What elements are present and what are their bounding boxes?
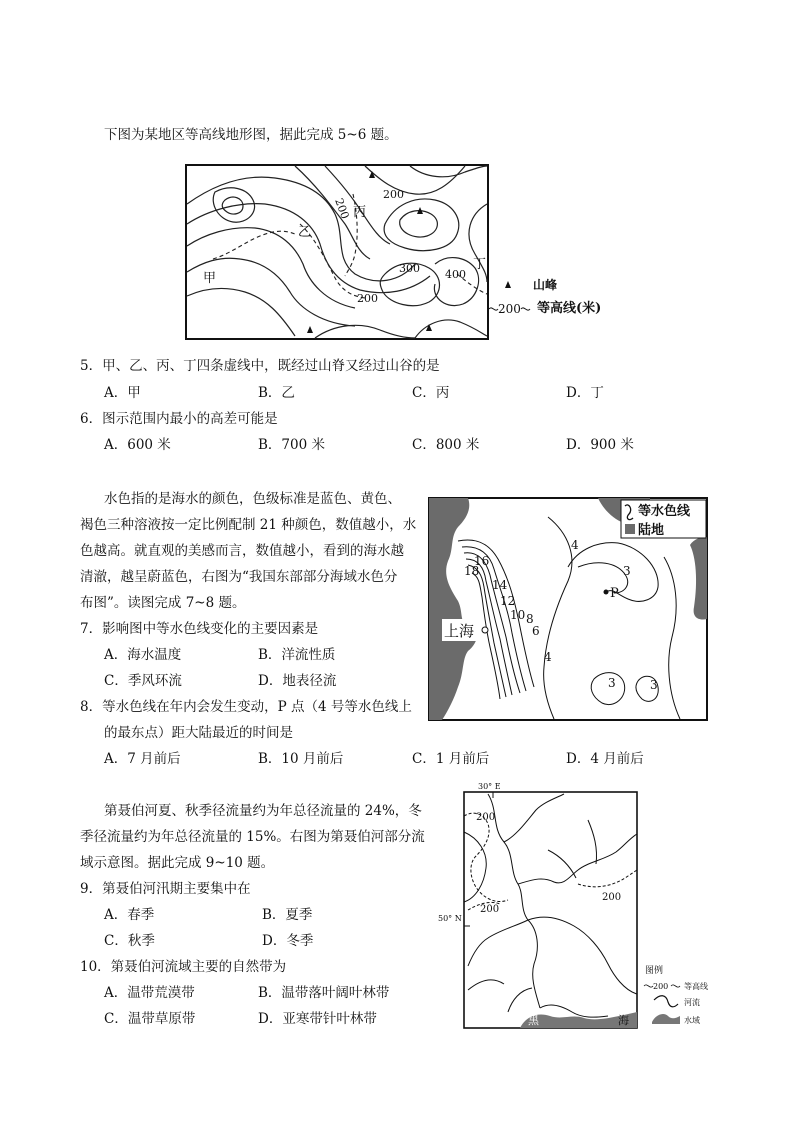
legend-contour: 等高线 — [684, 982, 708, 991]
q7-option-b[interactable]: B．洋流性质 — [258, 647, 336, 663]
isoline-value-4a: 4 — [571, 538, 579, 552]
legend-river: 河流 — [684, 998, 700, 1007]
q7-stem: 7．影响图中等水色线变化的主要因素是 — [80, 621, 319, 637]
q9-option-b[interactable]: B．夏季 — [262, 907, 313, 923]
q9-option-d[interactable]: D．冬季 — [262, 933, 314, 949]
q8-option-d[interactable]: D．4 月前后 — [566, 751, 644, 767]
basin-contour-label-2: 200 — [480, 904, 500, 915]
label-bing: 丙 — [353, 205, 367, 220]
isoline-value-12: 12 — [500, 594, 516, 608]
para2-line-1: 水色指的是海水的颜色，色级标准是蓝色、黄色、 — [104, 491, 401, 507]
para2-line-3: 色越高。就直观的美感而言，数值越小，看到的海水越 — [80, 543, 404, 559]
q7-option-c[interactable]: C．季风环流 — [104, 673, 182, 689]
q8-stem-line-1: 8．等水色线在年内会发生变动，P 点（4 号等水色线上 — [80, 699, 412, 715]
isoline-value-16: 16 — [474, 554, 490, 568]
basin-contour-label-1: 200 — [476, 812, 496, 823]
q9-option-c[interactable]: C．秋季 — [104, 933, 155, 949]
isoline-value-18: 18 — [464, 564, 480, 578]
label-yi: 乙 — [298, 225, 312, 240]
isoline-value-4b: 4 — [544, 650, 552, 664]
contour-map-figure — [185, 164, 558, 342]
q10-option-c[interactable]: C．温带草原带 — [104, 1011, 196, 1027]
q5-option-d[interactable]: D．丁 — [566, 385, 604, 401]
isoline-value-6: 6 — [532, 624, 540, 638]
dnieper-basin-figure — [428, 780, 728, 1032]
q6-option-d[interactable]: D．900 米 — [566, 437, 634, 453]
isoline-value-3b: 3 — [608, 676, 616, 690]
isoline-value-14: 14 — [492, 578, 508, 592]
legend-land: 陆地 — [638, 523, 665, 538]
q8-option-a[interactable]: A．7 月前后 — [104, 751, 181, 767]
q5-option-b[interactable]: B．乙 — [258, 385, 295, 401]
sea-label-1: 黑 — [528, 1014, 539, 1027]
legend-peak: 山峰 — [533, 278, 558, 292]
q8-stem-line-2: 的最东点）距大陆最近的时间是 — [104, 725, 293, 741]
q6-option-a[interactable]: A．600 米 — [104, 437, 171, 453]
q7-option-d[interactable]: D．地表径流 — [258, 673, 337, 689]
para2-line-5: 布图”。读图完成 7~8 题。 — [80, 595, 246, 611]
city-shanghai-label: 上海 — [444, 622, 475, 640]
q6-option-c[interactable]: C．800 米 — [412, 437, 480, 453]
latitude-label: 50° N — [438, 914, 462, 923]
q9-stem: 9．第聂伯河汛期主要集中在 — [80, 881, 251, 897]
legend-water: 水域 — [684, 1016, 700, 1025]
label-ding: 丁 — [473, 257, 487, 272]
para2-line-4: 清澈，越呈蔚蓝色，右图为“我国东部部分海域水色分 — [80, 569, 398, 585]
contour-label-200c: 200 — [357, 292, 378, 305]
legend-contour-label: 等高线(米) — [537, 301, 602, 316]
contour-label-200b: 200 — [383, 188, 404, 201]
label-jia: 甲 — [203, 271, 217, 286]
isoline-value-3a: 3 — [623, 564, 631, 578]
para3-line-1: 第聂伯河夏、秋季径流量约为年总径流量的 24%，冬 — [104, 803, 422, 819]
point-p-label: P — [610, 586, 619, 601]
legend-title: 图例 — [645, 966, 664, 976]
para3-line-2: 季径流量约为年总径流量的 15%。右图为第聂伯河部分流 — [80, 829, 425, 845]
contour-label-200a: 200 — [332, 196, 352, 221]
legend-contour-sample: 200 — [498, 302, 521, 316]
isoline-value-10: 10 — [510, 608, 526, 622]
q6-option-b[interactable]: B．700 米 — [258, 437, 325, 453]
legend-isoline: 等水色线 — [638, 504, 691, 519]
q5-option-c[interactable]: C．丙 — [412, 385, 450, 401]
para3-line-3: 域示意图。据此完成 9~10 题。 — [80, 855, 275, 871]
isoline-value-8: 8 — [526, 612, 534, 626]
contour-label-300: 300 — [399, 262, 420, 275]
q8-option-c[interactable]: C．1 月前后 — [412, 751, 490, 767]
q8-option-b[interactable]: B．10 月前后 — [258, 751, 344, 767]
intro-5-6: 下图为某地区等高线地形图，据此完成 5~6 题。 — [104, 127, 398, 143]
q6-stem: 6．图示范围内最小的高差可能是 — [80, 411, 278, 427]
isoline-value-3c: 3 — [650, 678, 658, 692]
q10-option-d[interactable]: D．亚寒带针叶林带 — [258, 1011, 377, 1027]
q10-option-b[interactable]: B．温带落叶阔叶林带 — [258, 985, 390, 1001]
water-color-map-figure — [428, 497, 710, 723]
longitude-label: 30° E — [478, 782, 501, 791]
q5-option-a[interactable]: A．甲 — [104, 385, 141, 401]
q10-option-a[interactable]: A．温带荒漠带 — [104, 985, 195, 1001]
sea-label-2: 海 — [618, 1014, 629, 1027]
contour-label-400: 400 — [445, 268, 466, 281]
q9-option-a[interactable]: A．春季 — [104, 907, 155, 923]
q7-option-a[interactable]: A．海水温度 — [104, 647, 182, 663]
basin-contour-label-3: 200 — [602, 892, 622, 903]
q10-stem: 10．第聂伯河流域主要的自然带为 — [80, 959, 287, 975]
q5-stem: 5．甲、乙、丙、丁四条虚线中，既经过山脊又经过山谷的是 — [80, 358, 440, 374]
legend-contour-sample: 200 — [653, 982, 669, 991]
para2-line-2: 褐色三种溶液按一定比例配制 21 种颜色，数值越小，水 — [80, 517, 417, 533]
